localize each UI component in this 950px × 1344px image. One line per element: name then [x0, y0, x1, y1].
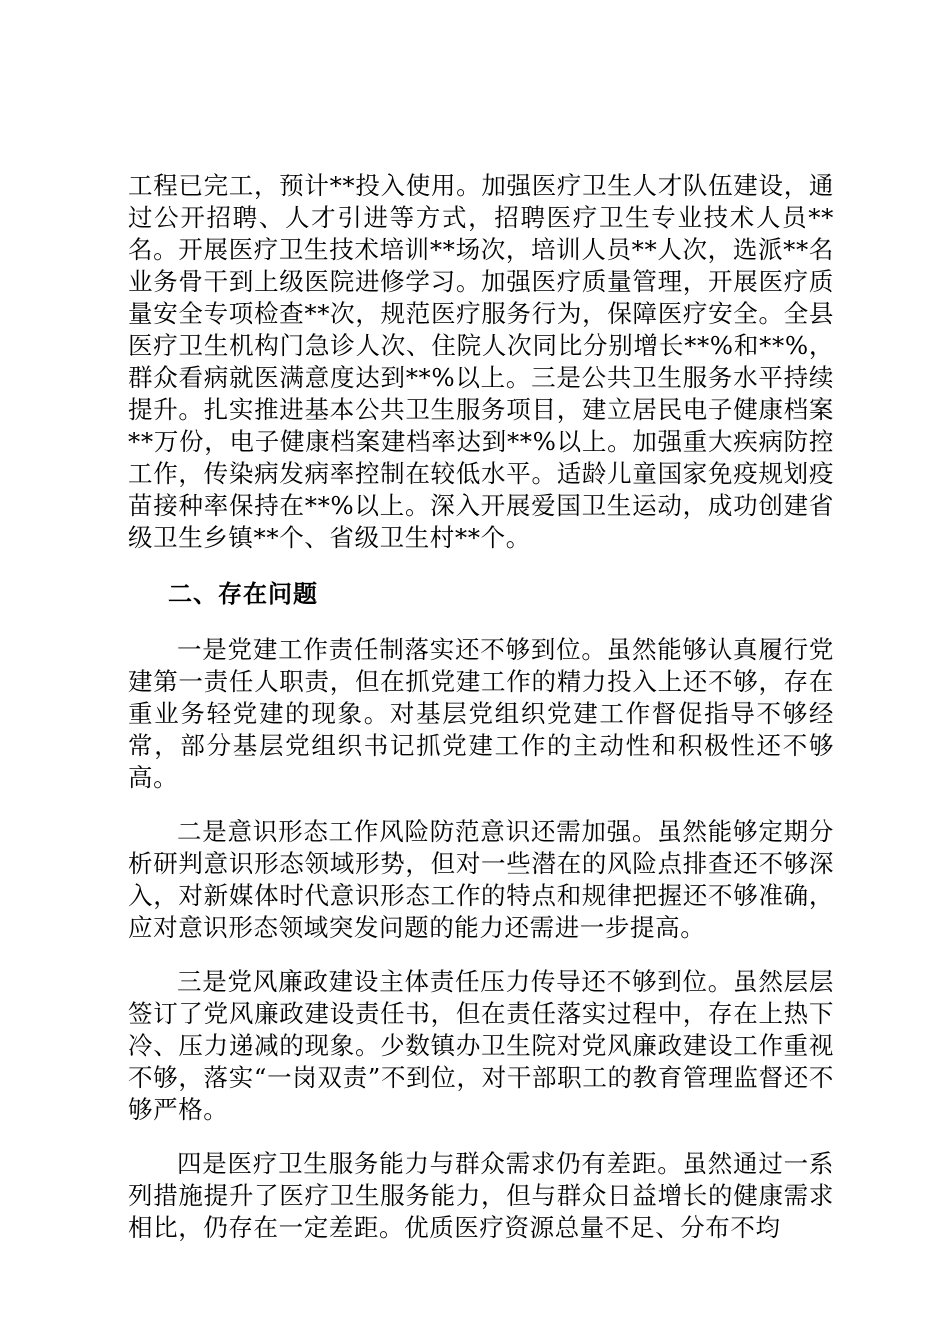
section-heading: 二、存在问题	[168, 580, 318, 608]
document-body	[128, 170, 834, 1244]
issue-paragraph-3: 三是党风廉政建设主体责任压力传导还不够到位。虽然层层签订了党风廉政建设责任书，但在责任落实过程中，存在上热下冷、压力递减的现象。少数镇办卫生院对党风廉政建设工作重视不够，落实“一岗双责”不到位，对干部职工的教育管理监督还不够严格。	[128, 967, 834, 1124]
issue-paragraph-4: 四是医疗卫生服务能力与群众需求仍有差距。虽然通过一系列措施提升了医疗卫生服务能力，但与群众日益增长的健康需求相比，仍存在一定差距。优质医疗资源总量不足、分布不均	[128, 1149, 834, 1242]
intro-paragraph: 工程已完工，预计**投入使用。加强医疗卫生人才队伍建设，通过公开招聘、人才引进等方式，招聘医疗卫生专业技术人员**名。开展医疗卫生技术培训**场次，培训人员**人次，选派**名业务骨干到上级医院进修学习。加强医疗质量管理，开展医疗质量安全专项检查**次，规范医疗服务行为，保障医疗安全。全县医疗卫生机构门急诊人次、住院人次同比分别增长**%和**%，群众看病就医满意度达到**%以上。三是公共卫生服务水平持续提升。扎实推进基本公共卫生服务项目，建立居民电子健康档案**万份，电子健康档案建档率达到**%以上。加强重大疾病防控工作，传染病发病率控制在较低水平。适龄儿童国家免疫规划疫苗接种率保持在**%以上。深入开展爱国卫生运动，成功创建省级卫生乡镇**个、省级卫生村**个。	[128, 171, 834, 552]
issue-paragraph-2: 二是意识形态工作风险防范意识还需加强。虽然能够定期分析研判意识形态领域形势，但对一些潜在的风险点排查还不够深入，对新媒体时代意识形态工作的特点和规律把握还不够准确，应对意识形态领域突发问题的能力还需进一步提高。	[128, 817, 834, 942]
issue-paragraph-1: 一是党建工作责任制落实还不够到位。虽然能够认真履行党建第一责任人职责，但在抓党建工作的精力投入上还不够，存在重业务轻党建的现象。对基层党组织党建工作督促指导不够经常，部分基层党组织书记抓党建工作的主动性和积极性还不够高。	[128, 635, 834, 792]
